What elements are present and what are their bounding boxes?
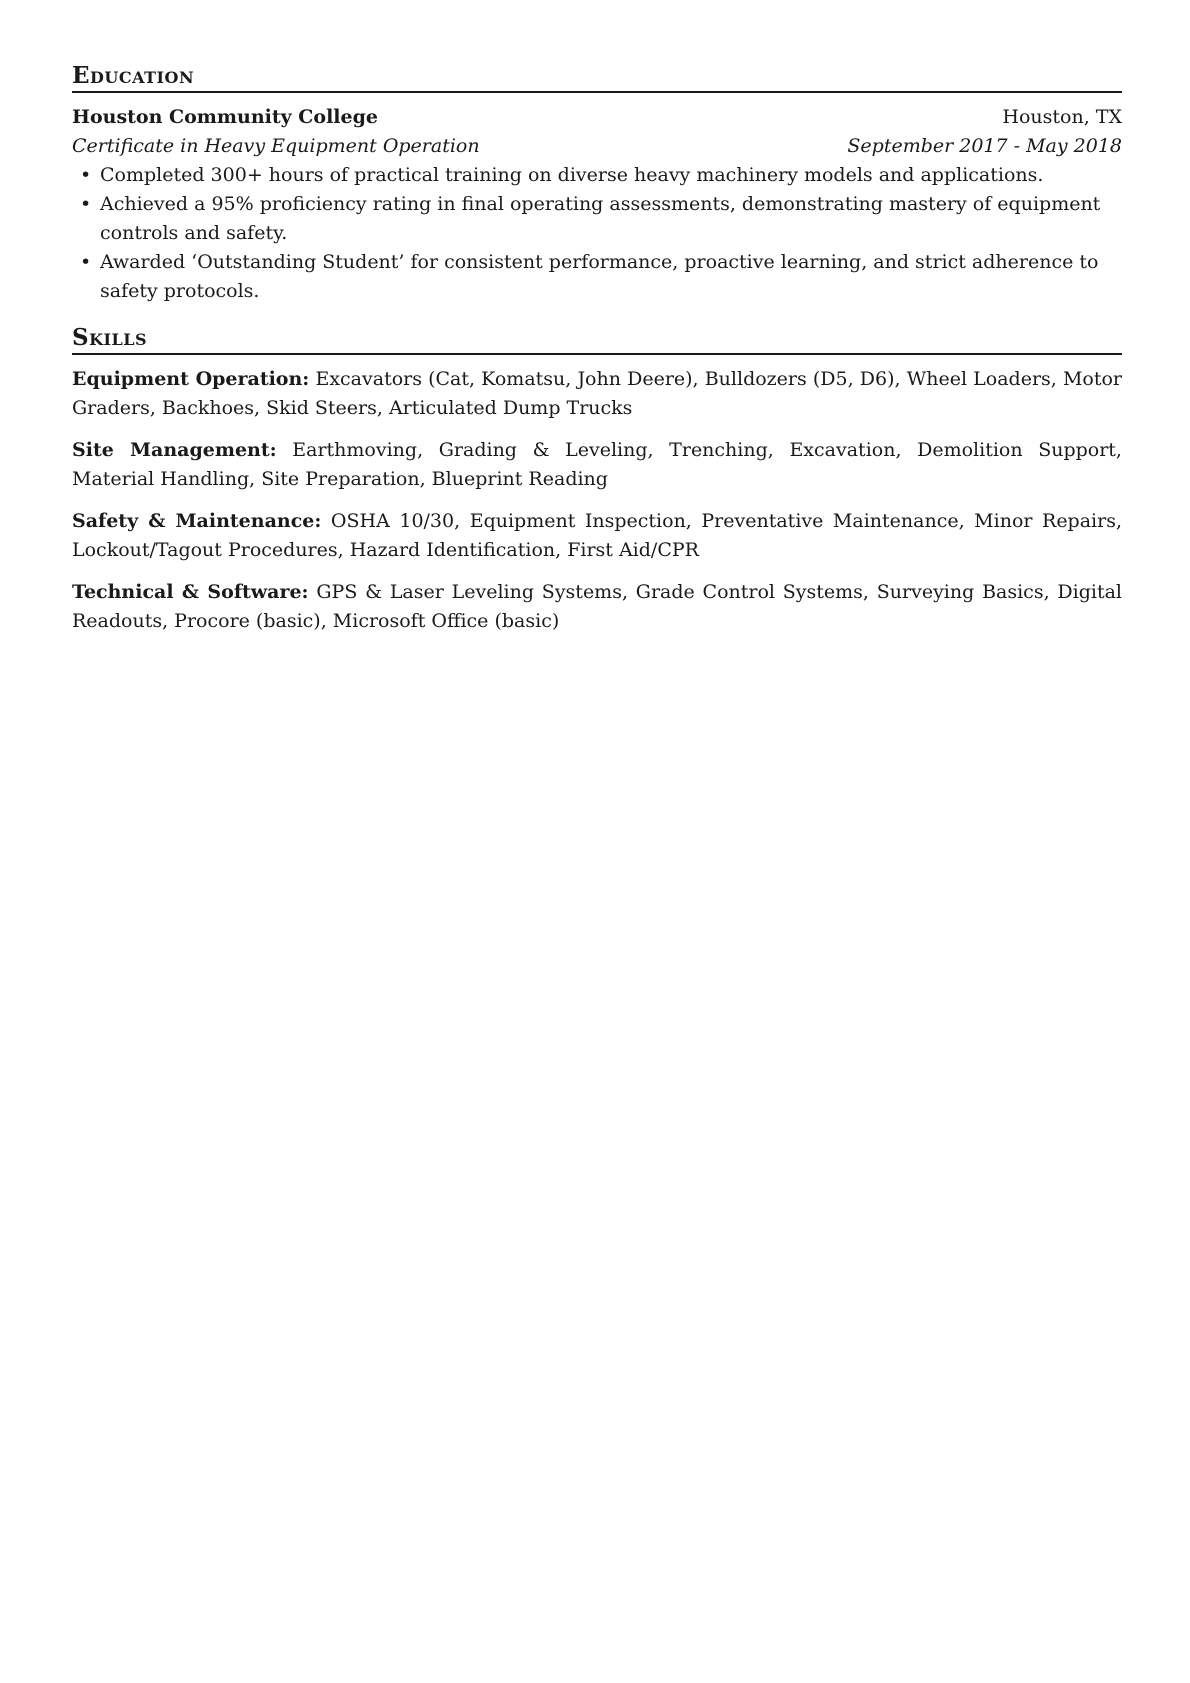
school-name: Houston Community College [72, 106, 378, 128]
skill-row-safety-maintenance [72, 507, 1122, 565]
education-bullet-list [72, 161, 1122, 306]
school-location: Houston, TX [1002, 106, 1122, 128]
education-entry-header [72, 103, 1122, 132]
bullet-text: Awarded ‘Outstanding Student’ for consistent performance, proactive learning, and strict adherence to safety protocols. [100, 251, 1099, 302]
credential-title: Certificate in Heavy Equipment Operation [72, 135, 480, 157]
education-entry-subheader [72, 132, 1122, 161]
skill-label: Technical & Software: [72, 581, 309, 603]
skills-section [72, 324, 1122, 636]
skills-list [72, 365, 1122, 636]
skill-value: GPS & Laser Leveling Systems, Grade Control Systems, Surveying Basics, Digital Readouts, Procore (basic), Microsoft Office (basic) [72, 581, 1122, 632]
skill-value: Earthmoving, Grading & Leveling, Trenching, Excavation, Demolition Support, Material Handling, Site Preparation, Blueprint Reading [72, 439, 1122, 490]
skill-label: Safety & Maintenance: [72, 510, 322, 532]
bullet-icon: • [80, 251, 92, 273]
skill-row-site-management [72, 436, 1122, 494]
skill-label: Equipment Operation: [72, 368, 310, 390]
education-dates: September 2017 - May 2018 [847, 135, 1122, 157]
education-entry [72, 103, 1122, 306]
bullet-icon: • [80, 193, 92, 215]
education-heading: Education [72, 62, 1122, 93]
skill-row-technical-software [72, 578, 1122, 636]
bullet-icon: • [80, 164, 92, 186]
bullet-text: Achieved a 95% proficiency rating in final operating assessments, demonstrating mastery of equipment controls and safety. [100, 193, 1101, 244]
resume-page [72, 62, 1122, 654]
skill-row-equipment-operation [72, 365, 1122, 423]
list-item [72, 248, 1122, 306]
skill-label: Site Management: [72, 439, 277, 461]
skills-heading: Skills [72, 324, 1122, 355]
skill-value: OSHA 10/30, Equipment Inspection, Preventative Maintenance, Minor Repairs, Lockout/Tagout Procedures, Hazard Identification, First Aid/CPR [72, 510, 1122, 561]
list-item [72, 161, 1122, 190]
education-section [72, 62, 1122, 306]
bullet-text: Completed 300+ hours of practical training on diverse heavy machinery models and applications. [100, 164, 1044, 186]
list-item [72, 190, 1122, 248]
skill-value: Excavators (Cat, Komatsu, John Deere), Bulldozers (D5, D6), Wheel Loaders, Motor Graders, Backhoes, Skid Steers, Articulated Dump Trucks [72, 368, 1122, 419]
